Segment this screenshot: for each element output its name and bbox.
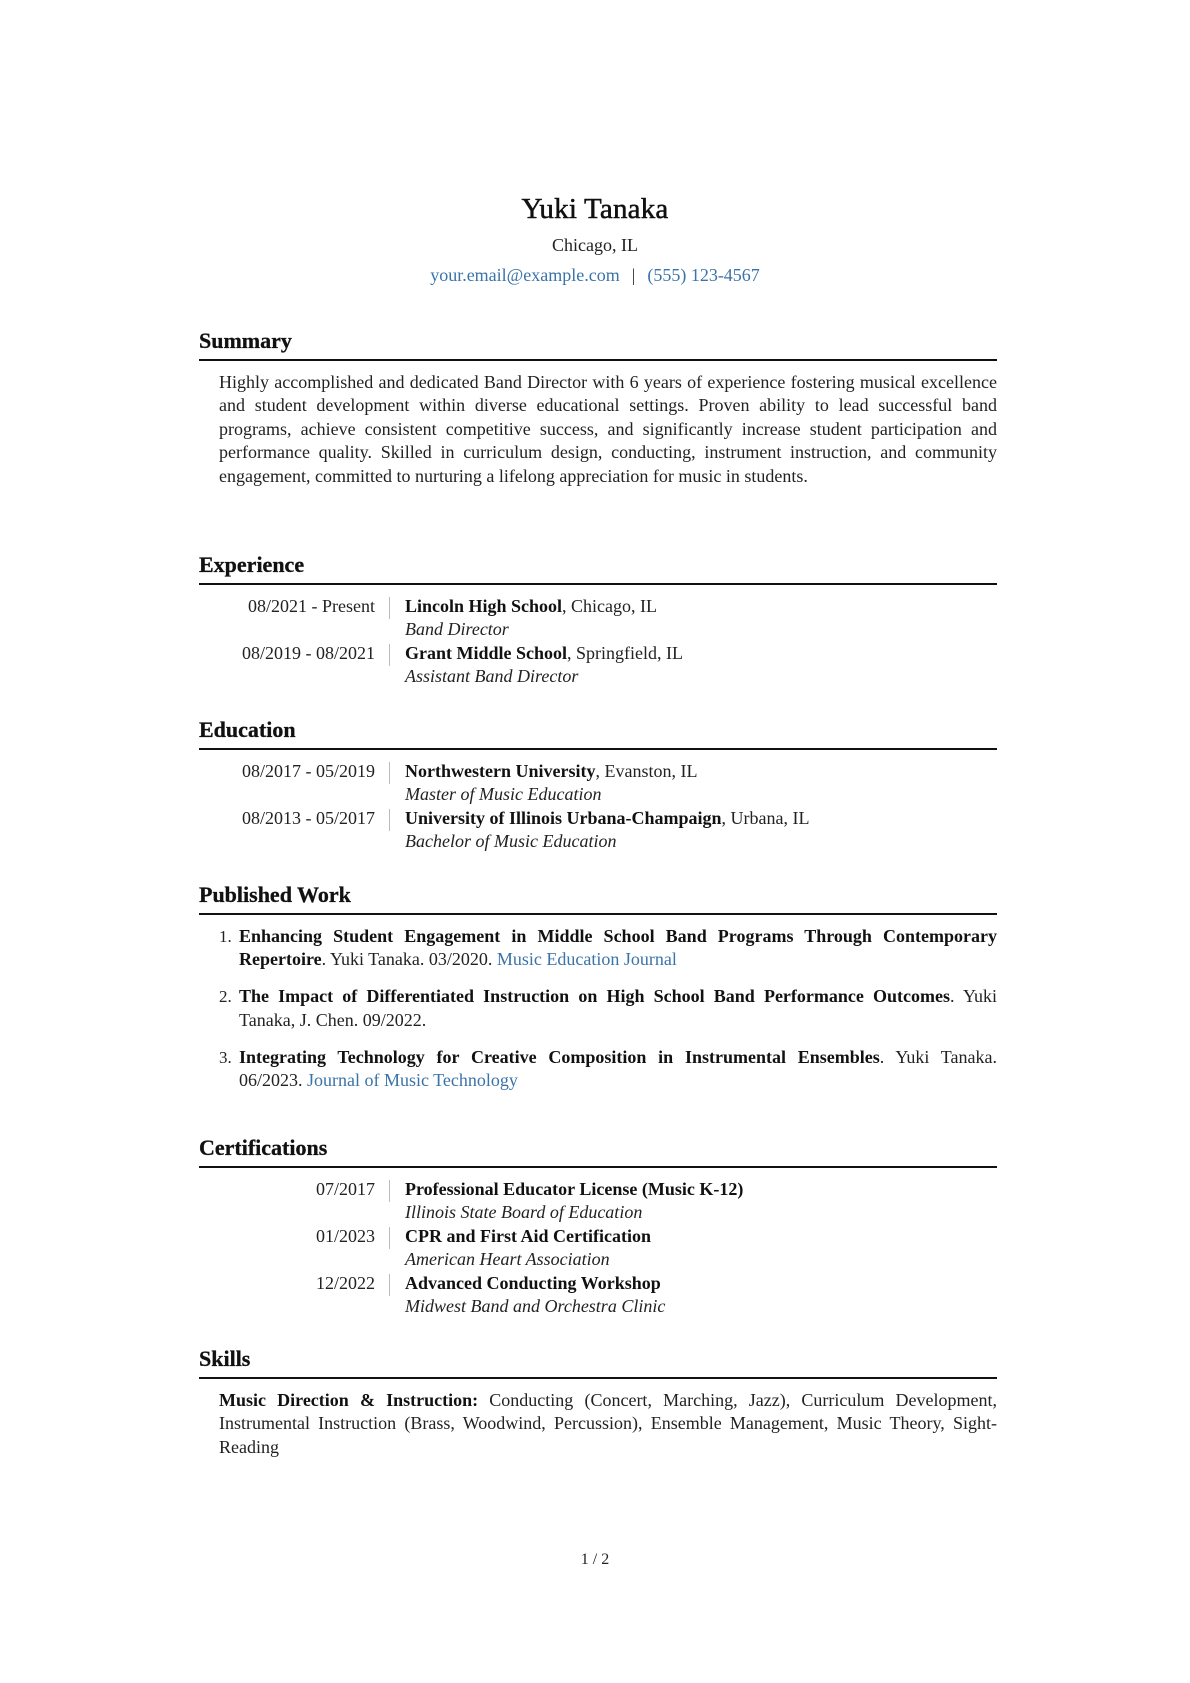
entry-degree: Master of Music Education	[405, 784, 602, 805]
publication-item	[219, 925, 997, 972]
entry-location: , Chicago, IL	[562, 596, 658, 616]
section-title-summary: Summary	[199, 328, 292, 353]
certification-issuer: Illinois State Board of Education	[405, 1202, 643, 1223]
candidate-location: Chicago, IL	[552, 235, 638, 255]
entry-date: 08/2013 - 05/2017	[242, 807, 375, 828]
section-title-publications: Published Work	[199, 882, 351, 907]
section-title-certifications: Certifications	[199, 1135, 328, 1160]
skill-category-label: Music Direction & Instruction:	[219, 1390, 479, 1410]
entry-location: , Evanston, IL	[595, 761, 698, 781]
skills-section	[199, 1345, 997, 1459]
section-title-education: Education	[199, 717, 296, 742]
entry-degree: Bachelor of Music Education	[405, 831, 617, 852]
summary-text: Highly accomplished and dedicated Band Director with 6 years of experience fostering musical excellence and student development within diverse educational settings. Proven ability to lead successful band programs, achieve consistent competitive success, and significantly increase student participation and performance quality. Skilled in curriculum design, conducting, instrument instruction, and community engagement, committed to nurturing a lifelong appreciation for music in students.	[219, 372, 997, 486]
candidate-name: Yuki Tanaka	[521, 193, 669, 225]
section-divider	[199, 359, 997, 361]
contact-separator: |	[631, 265, 636, 285]
entry-location: , Springfield, IL	[567, 642, 683, 663]
section-divider	[199, 748, 997, 750]
phone-link[interactable]: (555) 123-4567	[647, 265, 760, 285]
publication-item	[219, 1046, 997, 1093]
certifications-section	[199, 1134, 997, 1318]
resume-header	[0, 190, 1190, 288]
contact-line	[0, 262, 1190, 288]
experience-section	[199, 551, 997, 689]
entry-date: 08/2021 - Present	[248, 596, 375, 616]
section-title-skills: Skills	[199, 1346, 251, 1371]
entry-organization: Lincoln High School	[405, 596, 563, 616]
publication-number: 1.	[219, 927, 232, 946]
entry-institution: University of Illinois Urbana-Champaign	[405, 807, 722, 828]
publications-list	[219, 925, 997, 1092]
section-title-experience: Experience	[199, 552, 305, 577]
publication-title: Enhancing Student Engagement in Middle School Band Programs Through Contemporary Repertoire	[239, 926, 997, 970]
entry-date: 12/2022	[315, 1272, 375, 1293]
skill-category-items: Conducting (Concert, Marching, Jazz), Curriculum Development, Instrumental Instruction (Brass, Woodwind, Percussion), Ensemble Management, Music Theory, Sight-Reading	[219, 1390, 997, 1457]
publication-number: 3.	[219, 1047, 232, 1067]
certification-entry	[199, 1225, 997, 1272]
publication-item	[219, 985, 997, 1032]
entry-date: 08/2019 - 08/2021	[242, 642, 375, 663]
entry-role: Assistant Band Director	[405, 666, 579, 687]
publication-details: . Yuki Tanaka. 03/2020.	[321, 949, 497, 970]
experience-entry	[199, 595, 997, 642]
publication-venue-link[interactable]: Music Education Journal	[496, 949, 677, 970]
publication-title: Integrating Technology for Creative Composition in Instrumental Ensembles	[239, 1046, 880, 1067]
certification-name: Advanced Conducting Workshop	[405, 1272, 661, 1293]
publication-venue-link[interactable]: Journal of Music Technology	[307, 1070, 518, 1091]
publications-section	[199, 881, 997, 1106]
skills-text	[219, 1389, 997, 1459]
email-link[interactable]: your.email@example.com	[430, 265, 620, 285]
section-divider	[199, 583, 997, 585]
summary-section	[199, 327, 997, 488]
experience-entry	[199, 642, 997, 689]
page-number: 1 / 2	[580, 1551, 610, 1568]
education-entry	[199, 807, 997, 854]
entry-role: Band Director	[405, 619, 509, 640]
entry-location: , Urbana, IL	[721, 807, 810, 828]
certification-entry	[199, 1178, 997, 1225]
certification-issuer: Midwest Band and Orchestra Clinic	[405, 1296, 666, 1317]
section-divider	[199, 1166, 997, 1168]
publication-details: . Yuki Tanaka, J. Chen. 09/2022.	[239, 986, 997, 1030]
entry-date: 07/2017	[315, 1179, 375, 1199]
section-divider	[199, 1377, 997, 1379]
certification-issuer: American Heart Association	[405, 1249, 610, 1270]
entry-institution: Northwestern University	[405, 761, 596, 781]
entry-date: 08/2017 - 05/2019	[242, 761, 375, 781]
education-entry	[199, 760, 997, 807]
section-divider	[199, 913, 997, 915]
certification-entry	[199, 1272, 997, 1319]
publication-details: . Yuki Tanaka. 06/2023.	[239, 1046, 997, 1091]
entry-organization: Grant Middle School	[405, 642, 568, 663]
certification-name: CPR and First Aid Certification	[405, 1225, 651, 1246]
education-section	[199, 716, 997, 854]
certification-name: Professional Educator License (Music K-12)	[405, 1179, 744, 1199]
publication-number: 2.	[219, 987, 232, 1007]
entry-date: 01/2023	[315, 1225, 375, 1246]
publication-title: The Impact of Differentiated Instruction on High School Band Performance Outcomes	[239, 986, 951, 1007]
